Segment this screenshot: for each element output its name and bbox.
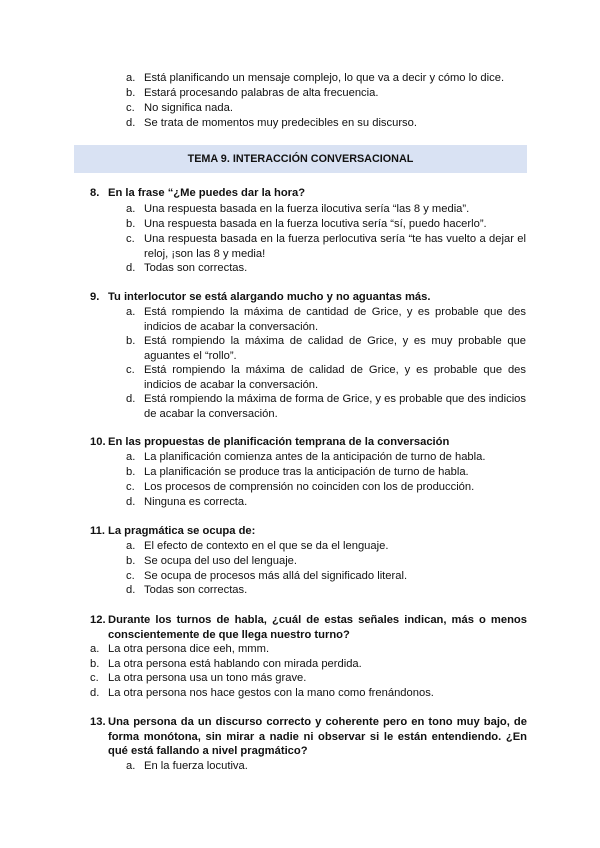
question-12 [90, 613, 527, 642]
option-9-d [126, 392, 526, 421]
question-text: En la frase “¿Me puedes dar la hora? [108, 187, 306, 199]
option-top-a [126, 71, 526, 86]
option-text: Todas son correctas. [144, 584, 248, 596]
option-text: El efecto de contexto en el que se da el lenguaje. [144, 540, 389, 552]
option-text: En la fuerza locutiva. [144, 760, 248, 772]
option-10-d [126, 495, 526, 510]
question-13 [90, 715, 527, 759]
option-text: Estará procesando palabras de alta frecuencia. [144, 87, 379, 99]
question-number: 11. [90, 525, 105, 537]
option-letter: b. [126, 555, 136, 567]
option-letter: d. [90, 687, 100, 699]
question-9 [90, 290, 527, 305]
question-text: Durante los turnos de habla, ¿cuál de estas señales indican, más o menos conscientemente de que llega nuestro turno? [108, 614, 527, 641]
question-text: Una persona da un discurso correcto y coherente pero en tono muy bajo, de forma monótona, sin mirar a nadie ni observar si le están entendiendo. ¿En qué está fallando a nivel pragmático? [108, 716, 527, 758]
option-8-c [126, 232, 526, 261]
option-letter: b. [126, 335, 136, 347]
option-text: Está rompiendo la máxima de calidad de Grice, y es muy probable que aguantes el “rollo”. [144, 335, 526, 362]
option-top-d [126, 116, 526, 131]
option-letter: a. [126, 451, 136, 463]
option-text: La planificación comienza antes de la anticipación de turno de habla. [144, 451, 486, 463]
option-11-a [126, 539, 526, 554]
question-text: La pragmática se ocupa de: [108, 525, 256, 537]
question-number: 8. [90, 187, 100, 199]
question-10 [90, 435, 527, 450]
question-number: 13. [90, 716, 106, 728]
option-top-b [126, 86, 526, 101]
question-number: 12. [90, 614, 106, 626]
option-12-a [90, 642, 526, 657]
option-text: Se ocupa de procesos más allá del significado literal. [144, 570, 408, 582]
option-letter: c. [126, 570, 135, 582]
question-8 [90, 186, 527, 201]
question-11 [90, 524, 527, 539]
option-letter: b. [126, 218, 136, 230]
option-8-b [126, 217, 526, 232]
option-text: Una respuesta basada en la fuerza perlocutiva sería “te has vuelto a dejar el reloj, ¡son las 8 y media! [144, 233, 526, 260]
option-11-c [126, 569, 526, 584]
option-letter: a. [126, 760, 136, 772]
option-letter: a. [126, 72, 136, 84]
option-text: Está planificando un mensaje complejo, lo que va a decir y cómo lo dice. [144, 72, 505, 84]
option-text: Está rompiendo la máxima de forma de Grice, y es probable que des indicios de acabar la conversación. [144, 393, 526, 420]
section-banner: TEMA 9. INTERACCIÓN CONVERSACIONAL [74, 145, 527, 173]
option-10-b [126, 465, 526, 480]
option-letter: d. [126, 262, 136, 274]
option-text: La otra persona usa un tono más grave. [108, 672, 307, 684]
option-12-d [90, 686, 526, 701]
option-12-b [90, 657, 526, 672]
option-text: La planificación se produce tras la anticipación de turno de habla. [144, 466, 469, 478]
option-letter: c. [126, 364, 135, 376]
option-text: Todas son correctas. [144, 262, 248, 274]
option-letter: c. [126, 233, 135, 245]
option-letter: a. [126, 306, 136, 318]
option-letter: b. [126, 87, 136, 99]
option-text: La otra persona está hablando con mirada perdida. [108, 658, 362, 670]
option-text: Se trata de momentos muy predecibles en su discurso. [144, 117, 417, 129]
option-text: Se ocupa del uso del lenguaje. [144, 555, 298, 567]
option-10-a [126, 450, 526, 465]
option-top-c [126, 101, 526, 116]
option-letter: a. [90, 643, 100, 655]
option-letter: c. [126, 102, 135, 114]
question-text: Tu interlocutor se está alargando mucho y no aguantas más. [108, 291, 431, 303]
option-9-a [126, 305, 526, 334]
option-letter: b. [126, 466, 136, 478]
option-9-b [126, 334, 526, 363]
option-8-d [126, 261, 526, 276]
option-text: No significa nada. [144, 102, 233, 114]
option-letter: a. [126, 203, 136, 215]
option-letter: d. [126, 117, 136, 129]
question-number: 9. [90, 291, 100, 303]
option-letter: c. [90, 672, 99, 684]
option-text: La otra persona nos hace gestos con la mano como frenándonos. [108, 687, 434, 699]
option-text: Una respuesta basada en la fuerza ilocutiva sería “las 8 y media”. [144, 203, 470, 215]
option-letter: a. [126, 540, 136, 552]
option-letter: c. [126, 481, 135, 493]
option-8-a [126, 202, 526, 217]
option-text: La otra persona dice eeh, mmm. [108, 643, 270, 655]
question-number: 10. [90, 436, 106, 448]
option-11-d [126, 583, 526, 598]
option-text: Está rompiendo la máxima de cantidad de Grice, y es probable que des indicios de acabar la conversación. [144, 306, 526, 333]
option-10-c [126, 480, 526, 495]
option-letter: d. [126, 393, 136, 405]
option-text: Está rompiendo la máxima de calidad de Grice, y es probable que des indicios de acabar la conversación. [144, 364, 526, 391]
option-12-c [90, 671, 526, 686]
option-text: Una respuesta basada en la fuerza locutiva sería “sí, puedo hacerlo”. [144, 218, 487, 230]
option-text: Ninguna es correcta. [144, 496, 248, 508]
option-text: Los procesos de comprensión no coinciden con los de producción. [144, 481, 475, 493]
option-letter: d. [126, 496, 136, 508]
option-letter: d. [126, 584, 136, 596]
option-letter: b. [90, 658, 100, 670]
option-13-a [126, 759, 526, 774]
question-text: En las propuestas de planificación temprana de la conversación [108, 436, 450, 448]
option-9-c [126, 363, 526, 392]
option-11-b [126, 554, 526, 569]
